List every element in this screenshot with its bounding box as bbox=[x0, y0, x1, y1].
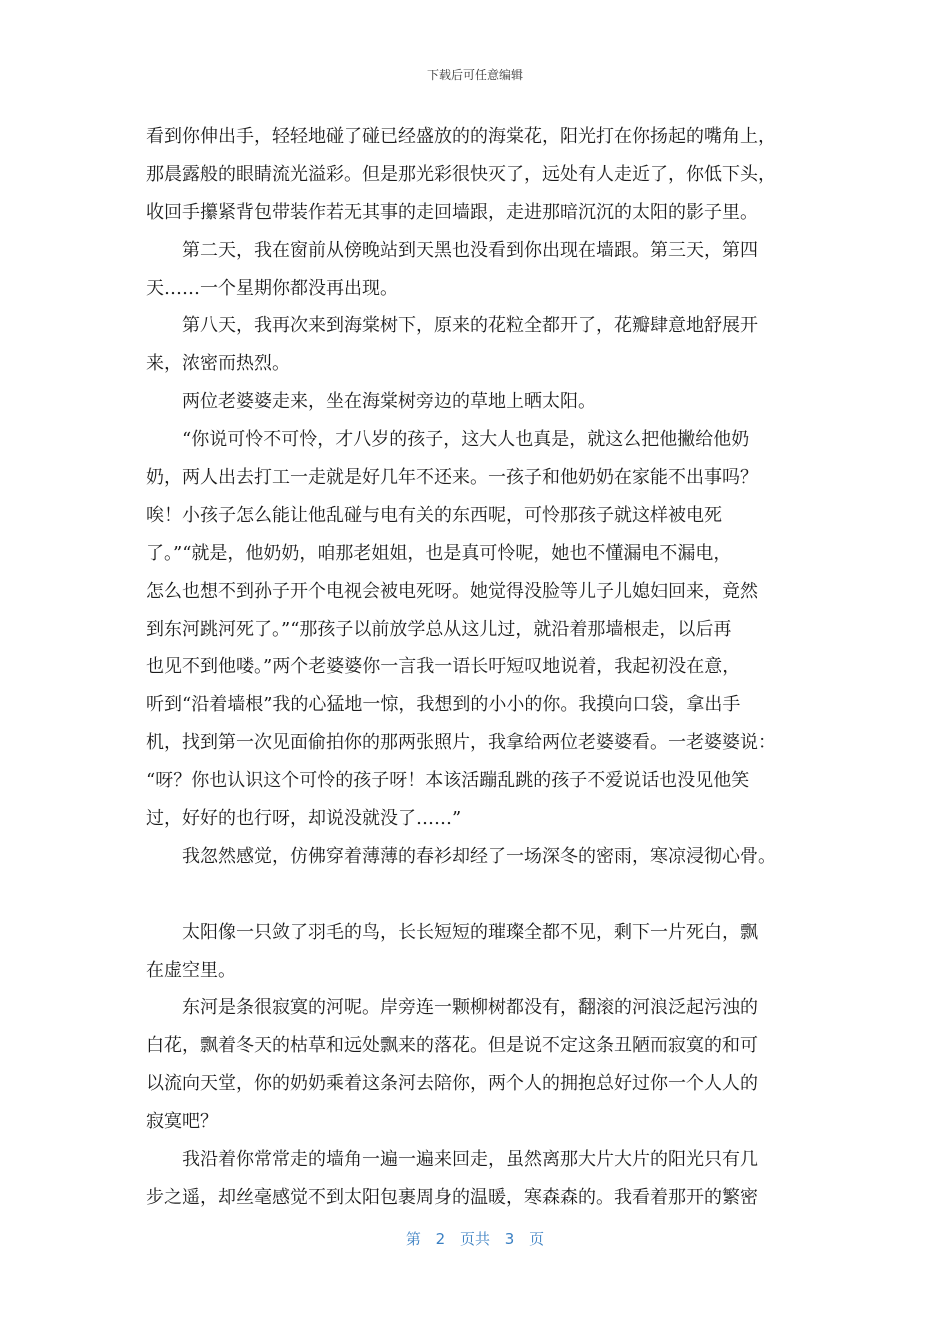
text-line: 天……一个星期你都没再出现。 bbox=[146, 277, 398, 299]
text-line: 听到“沿着墙根”我的心猛地一惊，我想到的小小的你。我摸向口袋，拿出手 bbox=[146, 694, 741, 716]
text-line: “你说可怜不可怜，才八岁的孩子，这大人也真是，就这么把他撇给他奶 bbox=[146, 429, 750, 451]
text-line: 第八天，我再次来到海棠树下，原来的花粒全都开了，花瓣肆意地舒展开 bbox=[146, 315, 758, 337]
footer-total-pages: 3 bbox=[504, 1230, 515, 1248]
text-line: 我忽然感觉，仿佛穿着薄薄的春衫却经了一场深冬的密雨，寒凉浸彻心骨。 bbox=[146, 845, 776, 867]
footer-middle: 页共 bbox=[459, 1230, 490, 1248]
text-line: 以流向天堂，你的奶奶乘着这条河去陪你，两个人的拥抱总好过你一个人人的 bbox=[146, 1073, 758, 1095]
text-line: 怎么也想不到孙子开个电视会被电死呀。她觉得没脸等儿子儿媳妇回来，竟然 bbox=[146, 580, 758, 602]
text-line: 太阳像一只敛了羽毛的鸟，长长短短的璀璨全都不见，剩下一片死白，飘 bbox=[146, 921, 758, 943]
text-line: 我沿着你常常走的墙角一遍一遍来回走，虽然离那大片大片的阳光只有几 bbox=[146, 1149, 758, 1171]
text-line: 步之遥，却丝毫感觉不到太阳包裹周身的温暖，寒森森的。我看着那开的繁密 bbox=[146, 1186, 758, 1208]
text-line: 唉！小孩子怎么能让他乱碰与电有关的东西呢，可怜那孩子就这样被电死 bbox=[146, 504, 722, 526]
footer-current-page: 2 bbox=[435, 1230, 446, 1248]
text-line: 那晨露般的眼睛流光溢彩。但是那光彩很快灭了，远处有人走近了，你低下头， bbox=[146, 163, 776, 185]
text-line: “呀？你也认识这个可怜的孩子呀！本该活蹦乱跳的孩子不爱说话也没见他笑 bbox=[146, 770, 750, 792]
page-footer bbox=[0, 1228, 950, 1249]
text-line: 收回手攥紧背包带装作若无其事的走回墙跟，走进那暗沉沉的太阳的影子里。 bbox=[146, 201, 758, 223]
text-line: 奶，两人出去打工一走就是好几年不还来。一孩子和他奶奶在家能不出事吗？ bbox=[146, 467, 758, 489]
text-line: 白花，飘着冬天的枯草和远处飘来的落花。但是说不定这条丑陋而寂寞的和可 bbox=[146, 1035, 758, 1057]
text-line: 过，好好的也行呀，却说没就没了……” bbox=[146, 808, 462, 830]
text-line: 两位老婆婆走来，坐在海棠树旁边的草地上晒太阳。 bbox=[146, 391, 596, 413]
footer-suffix: 页 bbox=[529, 1230, 545, 1248]
page-header: 下载后可任意编辑 bbox=[426, 68, 523, 82]
footer-prefix: 第 bbox=[405, 1230, 421, 1248]
text-line: 东河是条很寂寞的河呢。岸旁连一颗柳树都没有，翻滚的河浪泛起污浊的 bbox=[146, 997, 758, 1019]
body-text bbox=[146, 118, 816, 1217]
text-line: 也见不到他喽。”两个老婆婆你一言我一语长吁短叹地说着，我起初没在意， bbox=[146, 656, 741, 678]
text-line: 第二天，我在窗前从傍晚站到天黑也没看到你出现在墙跟。第三天，第四 bbox=[146, 239, 758, 261]
text-line: 在虚空里。 bbox=[146, 959, 236, 981]
text-line: 机，找到第一次见面偷拍你的那两张照片，我拿给两位老婆婆看。一老婆婆说： bbox=[146, 732, 776, 754]
text-line: 了。”“就是，他奶奶，咱那老姐姐，也是真可怜呢，她也不懂漏电不漏电， bbox=[146, 542, 732, 564]
text-line: 看到你伸出手，轻轻地碰了碰已经盛放的的海棠花，阳光打在你扬起的嘴角上， bbox=[146, 126, 776, 147]
text-line: 寂寞吧？ bbox=[146, 1111, 218, 1133]
text-line: 到东河跳河死了。”“那孩子以前放学总从这儿过，就沿着那墙根走，以后再 bbox=[146, 618, 732, 640]
text-line bbox=[146, 876, 816, 914]
text-line: 来，浓密而热烈。 bbox=[146, 353, 290, 375]
